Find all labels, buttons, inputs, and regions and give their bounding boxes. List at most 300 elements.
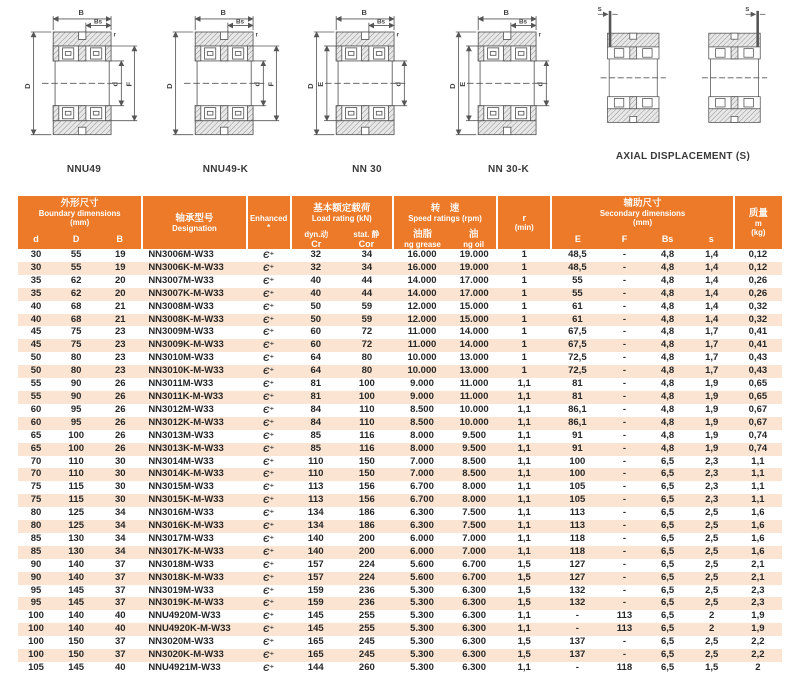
svg-text:r: r xyxy=(538,31,541,39)
cell-speed-oil: 17.000 xyxy=(459,287,489,299)
cell-r-min: 1 xyxy=(521,352,527,364)
table-row xyxy=(18,610,782,623)
svg-text:B: B xyxy=(78,8,84,18)
cell-Bs: 6,5 xyxy=(660,558,675,570)
cell-Bs: 6,5 xyxy=(660,623,675,635)
cell-designation: NN3013M-W33 xyxy=(148,429,214,441)
cell-speed-grease: 6.000 xyxy=(410,532,434,544)
cell-Bs: 6,5 xyxy=(660,507,675,519)
cell-E: 91 xyxy=(572,429,583,441)
bearing-table xyxy=(18,196,782,675)
cell-cr: 50 xyxy=(310,300,322,312)
cell-mass: 0,32 xyxy=(748,300,768,312)
cell-cr: 145 xyxy=(307,610,324,622)
drawing-nn30 xyxy=(297,4,437,175)
cell-designation: NN3017M-W33 xyxy=(148,532,214,544)
cell-r-min: 1,1 xyxy=(517,545,531,557)
bearing-table-wrap xyxy=(18,196,782,675)
cell-speed-oil: 7.500 xyxy=(462,520,486,532)
cell-B: 23 xyxy=(114,365,126,377)
cell-enhanced: Є⁺ xyxy=(263,250,275,260)
cell-cor: 34 xyxy=(361,261,373,273)
cell-d: 100 xyxy=(28,636,44,648)
cell-enhanced: Є⁺ xyxy=(263,301,275,312)
cell-Bs: 4,8 xyxy=(660,249,675,260)
cell-Bs: 6,5 xyxy=(660,649,675,661)
cell-d: 75 xyxy=(30,494,42,506)
cell-s: 1,4 xyxy=(705,274,719,286)
cell-cor: 80 xyxy=(361,352,373,364)
table-row xyxy=(18,275,782,288)
bearing-cross-section xyxy=(297,4,437,163)
cell-speed-oil: 6.700 xyxy=(462,571,486,583)
cell-mass: 1,6 xyxy=(751,532,765,544)
cell-B: 30 xyxy=(114,481,126,493)
cell-mass: 1,9 xyxy=(751,610,765,622)
cell-mass: 0,43 xyxy=(748,365,768,377)
cell-F: 113 xyxy=(616,610,633,622)
cell-cr: 110 xyxy=(308,455,324,467)
cell-D: 150 xyxy=(68,649,85,661)
cell-d: 30 xyxy=(30,261,42,273)
cell-designation: NN3007M-W33 xyxy=(148,274,214,286)
drawings-area xyxy=(0,0,800,196)
cell-s: 1,9 xyxy=(705,442,719,454)
cell-speed-grease: 14.000 xyxy=(407,274,437,286)
cell-mass: 1,6 xyxy=(751,520,765,532)
cell-speed-grease: 6.000 xyxy=(410,545,434,557)
cell-mass: 1,6 xyxy=(751,507,765,519)
cell-enhanced: Є⁺ xyxy=(263,533,275,544)
cell-F: - xyxy=(622,545,627,557)
cell-s: 2 xyxy=(709,610,715,622)
svg-text:Bs: Bs xyxy=(518,18,527,26)
cell-E: 132 xyxy=(569,584,586,596)
cell-E: - xyxy=(575,662,579,673)
cell-Bs: 6,5 xyxy=(660,597,675,609)
cell-Bs: 6,5 xyxy=(660,532,675,544)
svg-text:d: d xyxy=(393,81,403,87)
cell-cr: 64 xyxy=(310,365,322,377)
cell-speed-grease: 5.300 xyxy=(410,597,434,609)
cell-s: 1,7 xyxy=(705,365,719,377)
svg-text:r: r xyxy=(113,31,117,39)
cell-cr: 85 xyxy=(310,429,322,441)
cell-D: 140 xyxy=(68,558,85,570)
cell-F: - xyxy=(622,287,627,299)
cell-D: 55 xyxy=(70,261,82,273)
table-row xyxy=(18,417,782,430)
cell-cor: 200 xyxy=(358,532,375,544)
cell-F: - xyxy=(622,649,627,661)
drawing-caption: NN 30-K xyxy=(488,163,529,175)
table-row xyxy=(18,468,782,481)
cell-mass: 0,32 xyxy=(748,313,768,325)
cell-mass: 0,74 xyxy=(748,442,768,454)
cell-d: 40 xyxy=(30,300,42,312)
cell-B: 19 xyxy=(114,261,126,273)
cell-enhanced: Є⁺ xyxy=(263,598,275,609)
cell-enhanced: Є⁺ xyxy=(263,430,275,441)
table-row xyxy=(18,326,782,339)
cell-B: 34 xyxy=(114,520,126,532)
cell-designation: NN3006M-W33 xyxy=(148,249,214,260)
cell-r-min: 1 xyxy=(521,300,527,312)
cell-Bs: 4,8 xyxy=(660,403,675,415)
cell-enhanced: Є⁺ xyxy=(263,624,275,635)
cell-mass: 0,12 xyxy=(748,249,768,260)
cell-F: - xyxy=(622,468,627,480)
cell-s: 2,5 xyxy=(705,571,719,583)
cell-enhanced: Є⁺ xyxy=(263,288,275,299)
cell-mass: 0,26 xyxy=(748,287,768,299)
svg-text:E: E xyxy=(457,81,467,87)
cell-cor: 186 xyxy=(358,507,375,519)
cell-speed-grease: 5.300 xyxy=(410,649,434,661)
cell-cr: 64 xyxy=(310,352,322,364)
table-body xyxy=(18,249,782,675)
cell-E: 137 xyxy=(569,649,586,661)
cell-mass: 0,65 xyxy=(748,378,768,390)
cell-Bs: 6,5 xyxy=(660,481,675,493)
cell-F: - xyxy=(622,326,627,338)
cell-B: 23 xyxy=(114,326,126,338)
cell-speed-grease: 7.000 xyxy=(410,468,434,480)
cell-Bs: 4,8 xyxy=(660,287,675,299)
cell-B: 37 xyxy=(114,597,126,609)
cell-s: 2,5 xyxy=(705,584,719,596)
cell-d: 65 xyxy=(30,442,42,454)
cell-F: - xyxy=(622,636,627,648)
cell-cr: 50 xyxy=(310,313,322,325)
cell-D: 140 xyxy=(68,623,85,635)
cell-D: 130 xyxy=(68,532,85,544)
cell-F: - xyxy=(622,597,627,609)
cell-r-min: 1 xyxy=(521,261,527,273)
cell-B: 37 xyxy=(114,558,126,570)
cell-speed-grease: 5.300 xyxy=(410,662,434,673)
cell-d: 80 xyxy=(30,520,42,532)
cell-d: 30 xyxy=(30,249,42,260)
col-group-r-min: r (min) xyxy=(497,196,551,249)
axial-displacement-diagram xyxy=(580,4,786,150)
cell-enhanced: Є⁺ xyxy=(263,391,275,402)
table-row xyxy=(18,597,782,610)
cell-mass: 1,1 xyxy=(751,481,765,493)
drawing-caption: NN 30 xyxy=(352,163,382,175)
cell-F: - xyxy=(622,571,627,583)
svg-text:d: d xyxy=(252,81,262,87)
cell-mass: 1,1 xyxy=(751,455,765,467)
cell-speed-grease: 5.300 xyxy=(410,623,434,635)
cell-speed-grease: 16.000 xyxy=(407,249,437,260)
table-row xyxy=(18,314,782,327)
col-speed-oil: 油 ng oil xyxy=(451,229,497,249)
cell-designation: NN3007K-M-W33 xyxy=(148,287,224,299)
cell-F: - xyxy=(622,494,627,506)
cell-speed-oil: 19.000 xyxy=(459,249,489,260)
cell-mass: 2,1 xyxy=(751,571,765,583)
cell-F: 118 xyxy=(616,662,633,673)
cell-Bs: 6,5 xyxy=(660,455,675,467)
bearing-cross-section xyxy=(14,4,154,163)
cell-speed-oil: 7.000 xyxy=(462,545,486,557)
cell-d: 60 xyxy=(30,416,42,428)
cell-B: 26 xyxy=(114,390,126,402)
cell-d: 40 xyxy=(30,313,42,325)
svg-text:F: F xyxy=(124,81,134,87)
cell-r-min: 1,5 xyxy=(517,558,531,570)
cell-d: 75 xyxy=(30,481,42,493)
cell-enhanced: Є⁺ xyxy=(263,327,275,338)
cell-enhanced: Є⁺ xyxy=(263,585,275,596)
cell-cor: 72 xyxy=(361,326,373,338)
cell-mass: 2,1 xyxy=(751,558,765,570)
cell-speed-oil: 8.000 xyxy=(462,494,486,506)
cell-Bs: 4,8 xyxy=(660,442,675,454)
cell-B: 19 xyxy=(114,249,126,260)
svg-text:D: D xyxy=(22,83,32,89)
cell-F: - xyxy=(622,416,627,428)
cell-speed-grease: 7.000 xyxy=(410,455,434,467)
cell-enhanced: Є⁺ xyxy=(263,379,275,390)
cell-cor: 156 xyxy=(358,494,375,506)
cell-speed-oil: 10.000 xyxy=(459,416,489,428)
cell-speed-grease: 14.000 xyxy=(407,287,437,299)
cell-cr: 110 xyxy=(308,468,324,480)
cell-speed-grease: 5.300 xyxy=(410,584,434,596)
cell-d: 95 xyxy=(30,597,42,609)
cell-B: 37 xyxy=(114,636,126,648)
cell-mass: 0,41 xyxy=(748,326,768,338)
cell-s: 1,9 xyxy=(705,378,719,390)
table-row xyxy=(18,481,782,494)
cell-B: 23 xyxy=(114,352,126,364)
col-group-secondary: 辅助尺寸 Secondary dimensions (mm) xyxy=(551,196,733,229)
cell-enhanced: Є⁺ xyxy=(263,353,275,364)
cell-designation: NN3009K-M-W33 xyxy=(148,339,224,351)
cell-Bs: 4,8 xyxy=(660,429,675,441)
cell-D: 62 xyxy=(70,274,82,286)
cell-d: 35 xyxy=(30,287,42,299)
cell-Bs: 4,8 xyxy=(660,365,675,377)
cell-designation: NN3008M-W33 xyxy=(148,300,214,312)
cell-cor: 224 xyxy=(358,558,375,570)
cell-B: 20 xyxy=(114,287,126,299)
cell-enhanced: Є⁺ xyxy=(263,650,275,661)
cell-speed-grease: 8.500 xyxy=(410,416,434,428)
cell-Bs: 4,8 xyxy=(660,390,675,402)
cell-designation: NN3013K-M-W33 xyxy=(148,442,224,454)
cell-F: - xyxy=(622,300,627,312)
cell-r-min: 1,5 xyxy=(517,649,531,661)
cell-designation: NN3015M-W33 xyxy=(148,481,214,493)
cell-cor: 116 xyxy=(359,442,375,454)
cell-F: - xyxy=(622,558,627,570)
cell-D: 150 xyxy=(68,636,85,648)
cell-speed-oil: 6.700 xyxy=(462,558,486,570)
cell-D: 145 xyxy=(68,662,85,673)
cell-designation: NN3008K-M-W33 xyxy=(148,313,224,325)
cell-speed-oil: 6.300 xyxy=(462,610,486,622)
cell-F: - xyxy=(622,378,627,390)
cell-E: 113 xyxy=(569,520,586,532)
cell-Bs: 6,5 xyxy=(660,520,675,532)
cell-d: 85 xyxy=(30,532,42,544)
cell-s: 1,4 xyxy=(705,300,719,312)
cell-F: 113 xyxy=(616,623,633,635)
cell-D: 145 xyxy=(68,584,85,596)
cell-r-min: 1,1 xyxy=(517,468,531,480)
cell-mass: 2,2 xyxy=(751,636,765,648)
cell-cor: 100 xyxy=(358,378,375,390)
cell-D: 75 xyxy=(70,326,82,338)
cell-r-min: 1 xyxy=(521,287,527,299)
cell-speed-grease: 9.000 xyxy=(410,390,434,402)
svg-text:D: D xyxy=(305,83,315,89)
cell-cr: 32 xyxy=(310,249,322,260)
cell-designation: NN3015K-M-W33 xyxy=(148,494,224,506)
table-row xyxy=(18,262,782,275)
cell-Bs: 6,5 xyxy=(660,636,675,648)
svg-text:S: S xyxy=(597,6,602,13)
col-F: F xyxy=(603,229,645,249)
col-s: s xyxy=(690,229,734,249)
cell-Bs: 6,5 xyxy=(660,545,675,557)
cell-D: 68 xyxy=(70,313,82,325)
table-row xyxy=(18,352,782,365)
cell-F: - xyxy=(622,455,627,467)
cell-speed-oil: 6.300 xyxy=(462,662,486,673)
svg-text:B: B xyxy=(220,8,226,18)
cell-s: 1,4 xyxy=(705,313,719,325)
cell-s: 2,5 xyxy=(705,507,719,519)
cell-E: 127 xyxy=(569,558,586,570)
col-group-load-rating: 基本额定载荷 Load rating (kN) xyxy=(291,196,393,229)
cell-cr: 134 xyxy=(307,507,324,519)
cell-cor: 44 xyxy=(361,287,373,299)
cell-r-min: 1,1 xyxy=(517,429,531,441)
cell-d: 55 xyxy=(30,390,42,402)
cell-E: 113 xyxy=(569,507,586,519)
cell-Bs: 4,8 xyxy=(660,326,675,338)
cell-Bs: 4,8 xyxy=(660,261,675,273)
cell-F: - xyxy=(622,442,627,454)
drawing-caption: NNU49 xyxy=(66,163,102,175)
cell-s: 1,9 xyxy=(705,403,719,415)
cell-B: 37 xyxy=(114,649,126,661)
cell-D: 80 xyxy=(70,365,82,377)
cell-speed-oil: 8.500 xyxy=(462,468,486,480)
cell-Bs: 6,5 xyxy=(660,571,675,583)
table-header xyxy=(18,196,782,249)
cell-F: - xyxy=(622,403,627,415)
cell-s: 2,5 xyxy=(705,597,719,609)
table-row xyxy=(18,339,782,352)
cell-cor: 72 xyxy=(361,339,373,351)
cell-d: 55 xyxy=(30,378,42,390)
cell-enhanced: Є⁺ xyxy=(263,262,275,273)
cell-d: 90 xyxy=(30,558,42,570)
cell-Bs: 4,8 xyxy=(660,378,675,390)
cell-d: 35 xyxy=(30,274,42,286)
table-row xyxy=(18,585,782,598)
col-d: d xyxy=(18,229,54,249)
col-cor: stat. 静 Cor xyxy=(341,229,393,249)
cell-speed-oil: 13.000 xyxy=(459,352,489,364)
cell-D: 90 xyxy=(70,378,82,390)
svg-text:r: r xyxy=(396,31,400,39)
cell-cor: 245 xyxy=(358,649,375,661)
table-row xyxy=(18,249,782,262)
cell-mass: 0,74 xyxy=(748,429,768,441)
drawing-caption: AXIAL DISPLACEMENT (S) xyxy=(615,150,751,162)
cell-D: 125 xyxy=(68,507,85,519)
cell-D: 95 xyxy=(70,403,82,415)
cell-speed-grease: 5.600 xyxy=(410,558,434,570)
cell-enhanced: Є⁺ xyxy=(263,340,275,351)
cell-designation: NN3020K-M-W33 xyxy=(148,649,224,661)
cell-E: 72,5 xyxy=(568,352,587,364)
cell-B: 30 xyxy=(114,494,126,506)
cell-E: 72,5 xyxy=(568,365,587,377)
cell-speed-grease: 6.300 xyxy=(410,507,434,519)
cell-speed-grease: 11.000 xyxy=(407,339,437,351)
cell-r-min: 1 xyxy=(521,339,527,351)
cell-speed-oil: 6.300 xyxy=(462,597,486,609)
cell-speed-oil: 9.500 xyxy=(462,429,486,441)
cell-mass: 0,12 xyxy=(748,261,768,273)
cell-E: 118 xyxy=(569,545,586,557)
cell-Bs: 6,5 xyxy=(660,468,675,480)
cell-speed-grease: 5.300 xyxy=(410,636,434,648)
cell-D: 95 xyxy=(70,416,82,428)
cell-cr: 60 xyxy=(310,339,322,351)
cell-cor: 156 xyxy=(358,481,375,493)
cell-E: 86,1 xyxy=(568,416,587,428)
cell-cor: 150 xyxy=(358,468,375,480)
cell-designation: NNU4920M-W33 xyxy=(148,610,221,622)
cell-Bs: 6,5 xyxy=(660,584,675,596)
svg-text:Bs: Bs xyxy=(235,18,244,26)
cell-E: 81 xyxy=(572,378,583,390)
cell-enhanced: Є⁺ xyxy=(263,456,275,467)
cell-D: 130 xyxy=(68,545,85,557)
col-cr: dyn.动 Cr xyxy=(291,229,341,249)
svg-text:B: B xyxy=(361,8,367,18)
svg-text:D: D xyxy=(447,83,457,89)
cell-mass: 0,65 xyxy=(748,390,768,402)
cell-mass: 1,6 xyxy=(751,545,765,557)
cell-r-min: 1,1 xyxy=(517,623,531,635)
cell-speed-oil: 6.300 xyxy=(462,584,486,596)
cell-cr: 165 xyxy=(307,636,324,648)
cell-mass: 2,2 xyxy=(751,649,765,661)
cell-F: - xyxy=(622,481,627,493)
cell-speed-grease: 8.500 xyxy=(410,403,434,415)
cell-d: 45 xyxy=(30,326,42,338)
cell-cor: 110 xyxy=(359,403,375,415)
cell-B: 37 xyxy=(114,584,126,596)
cell-mass: 2,3 xyxy=(751,597,765,609)
cell-cr: 159 xyxy=(307,597,324,609)
cell-r-min: 1 xyxy=(521,274,527,286)
cell-s: 2,5 xyxy=(705,636,719,648)
cell-cr: 40 xyxy=(310,287,322,299)
table-row xyxy=(18,623,782,636)
cell-d: 100 xyxy=(28,649,44,661)
cell-speed-grease: 8.000 xyxy=(410,429,434,441)
